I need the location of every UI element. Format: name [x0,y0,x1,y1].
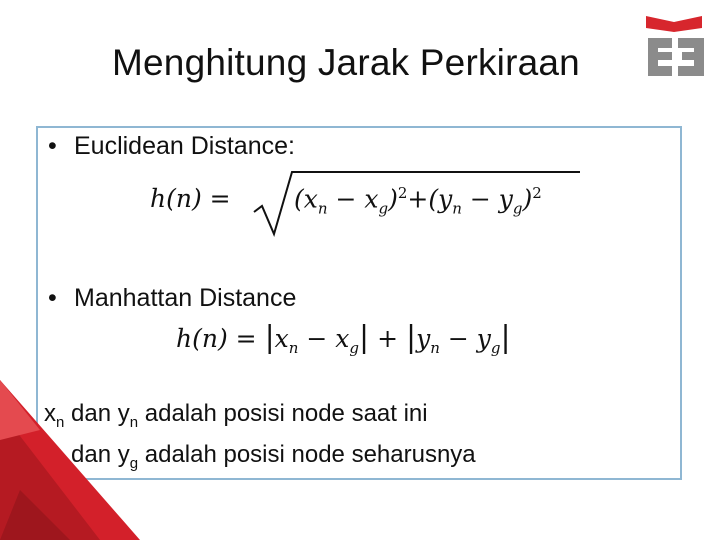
corner-decoration [0,380,140,540]
note-text: adalah posisi node seharusnya [138,441,476,468]
manhattan-formula: $h(n) = |x_n - x_g| + |y_n - y_g|$ [176,320,511,357]
bullet-label: Euclidean Distance: [74,132,295,160]
note-sub: g [129,454,139,472]
note-mid: dan y [64,400,130,427]
euclidean-formula [150,168,580,238]
note-sub: n [56,413,65,431]
bullet-euclidean [48,132,295,161]
note-mid: dan y [64,441,130,468]
note-text: adalah posisi node saat ini [138,400,428,427]
formula-radicand: $(x_n - x_g)^2+(y_n - y_g)^2$ [294,184,542,218]
bullet-dot-icon: • [48,132,57,160]
note-sub: n [129,413,139,431]
bullet-dot-icon: • [48,284,57,312]
formula-lhs: h(n) = [150,184,231,213]
bullet-manhattan [48,284,296,313]
note-var: x [44,400,56,427]
bullet-label: Manhattan Distance [74,284,297,312]
slide-title: Menghitung Jarak Perkiraan [112,42,580,83]
institution-logo [644,14,710,80]
